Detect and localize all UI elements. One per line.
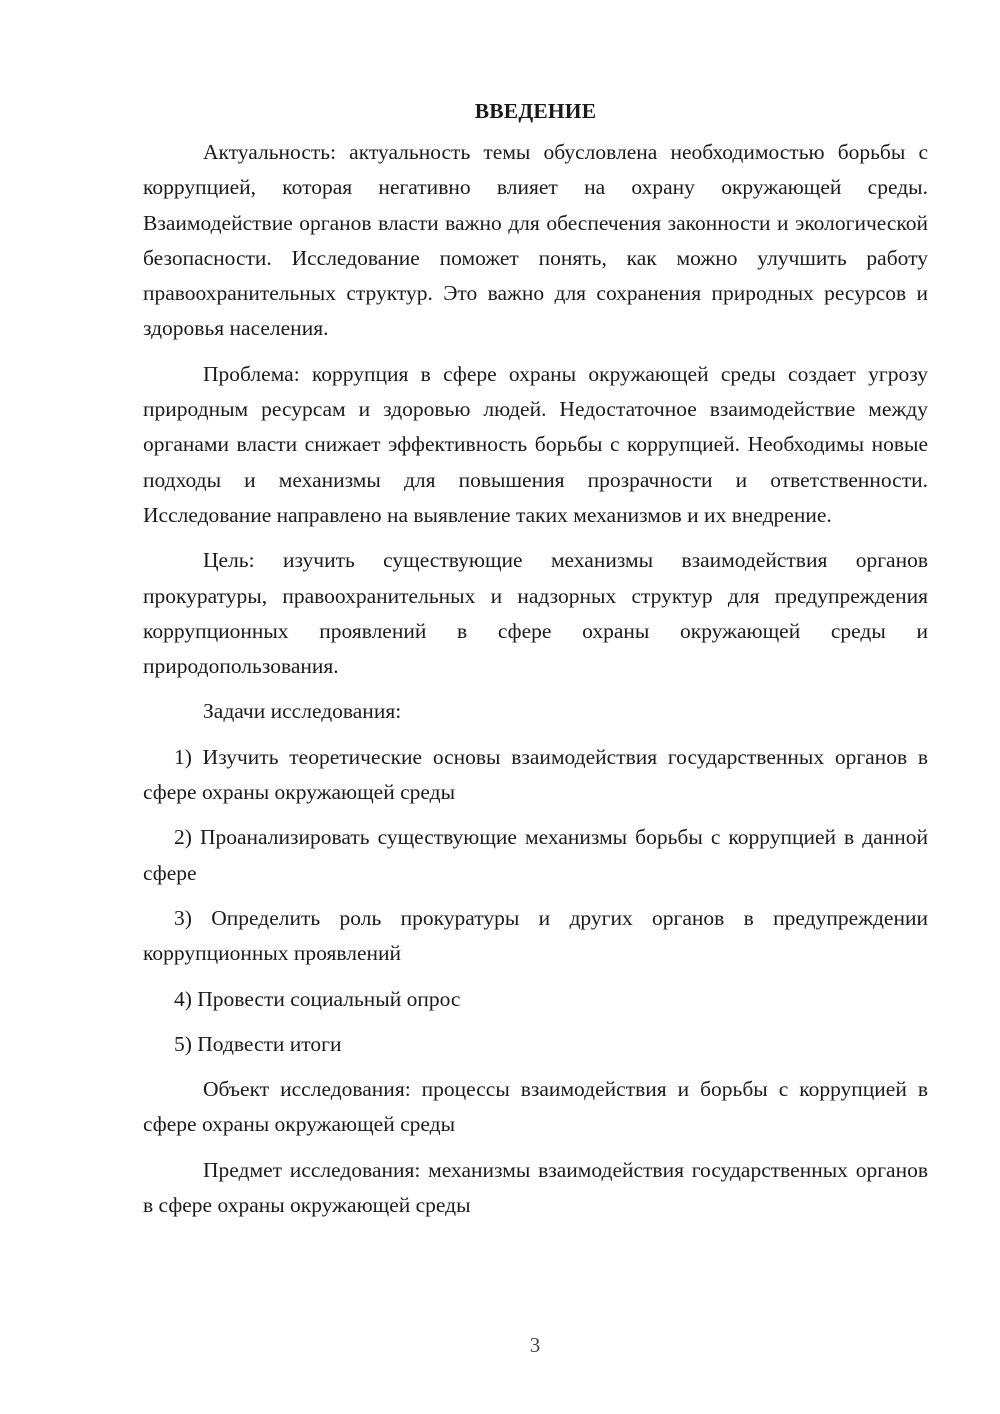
problem-paragraph: Проблема: коррупция в сфере охраны окружающей среды создает угрозу природным ресурсам и здоровью людей. Недостаточное взаимодействие между органами власти снижает эффективность борьбы с коррупцией. Необходимы новые подходы и механизмы для повышения прозрачности и ответственности. Исследование направлено на выявление таких механизмов и их внедрение. — [143, 361, 928, 527]
document-page — [143, 96, 928, 1223]
task-item: 5) Подвести итоги — [174, 1031, 342, 1056]
subject-paragraph: Предмет исследования: механизмы взаимодействия государственных органов в сфере охраны окружающей среды — [143, 1157, 928, 1218]
page-number: 3 — [529, 1333, 541, 1357]
section-heading: ВВЕДЕНИЕ — [474, 99, 597, 123]
tasks-title: Задачи исследования: — [203, 699, 402, 724]
task-item: 2) Проанализировать существующие механизмы борьбы с коррупцией в данной сфере — [143, 825, 928, 885]
object-paragraph: Объект исследования: процессы взаимодействия и борьбы с коррупцией в сфере охраны окружающей среды — [143, 1077, 928, 1137]
task-item: 3) Определить роль прокуратуры и других органов в предупреждении коррупционных проявлений — [143, 905, 928, 966]
task-item: 1) Изучить теоретические основы взаимодействия государственных органов в сфере охраны окружающей среды — [143, 744, 928, 805]
task-item: 4) Провести социальный опрос — [174, 986, 461, 1011]
goal-paragraph: Цель: изучить существующие механизмы взаимодействия органов прокуратуры, правоохранительных и надзорных структур для предупреждения коррупционных проявлений в сфере охраны окружающей среды и природопользования. — [143, 548, 928, 679]
relevance-paragraph: Актуальность: актуальность темы обусловлена необходимостью борьбы с коррупцией, которая негативно влияет на охрану окружающей среды. Взаимодействие органов власти важно для обеспечения законности и экологической безопасности. Исследование поможет понять, как можно улучшить работу правоохранительных структур. Это важно для сохранения природных ресурсов и здоровья населения. — [143, 140, 928, 341]
